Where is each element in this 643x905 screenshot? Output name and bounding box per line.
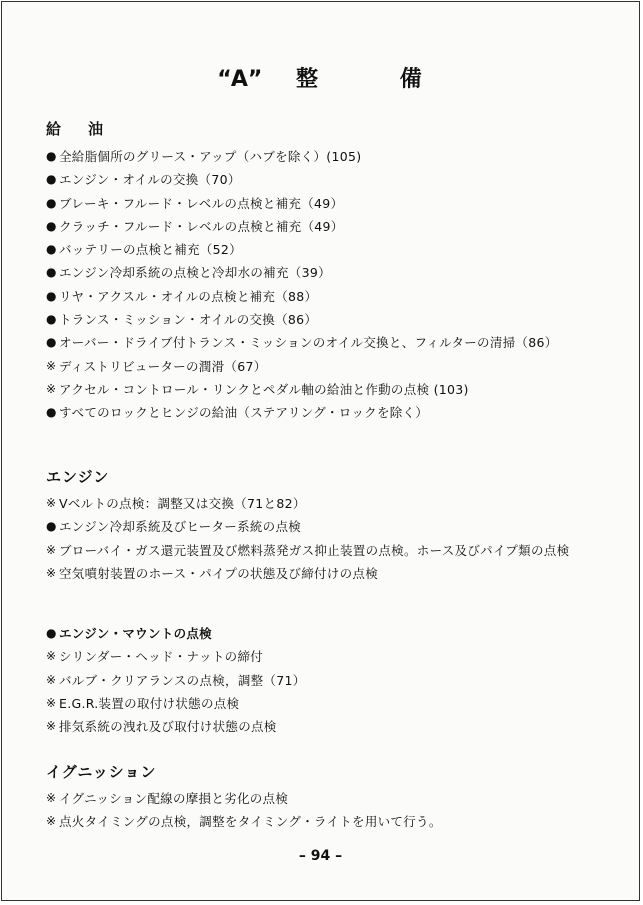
bullet: ● <box>46 335 57 350</box>
page-title <box>2 62 639 93</box>
item-text: 空気噴射装置のホース・パイプの状態及び締付けの点検 <box>59 565 379 581</box>
bullet: ※ <box>46 791 57 805</box>
list-item <box>46 168 606 191</box>
bullet: ● <box>46 626 57 640</box>
item-text: リヤ・アクスル・オイルの点検と補充（88） <box>59 288 318 304</box>
bullet: ● <box>46 242 57 257</box>
item-text: E.G.R.装置の取付け状態の点検 <box>59 695 240 711</box>
section-heading: エンジン <box>46 468 110 486</box>
list-item <box>46 192 606 215</box>
list-item <box>46 261 606 284</box>
item-text: オーバー・ドライブ付トランス・ミッションのオイル交換と、フィルターの清掃（86） <box>59 335 558 351</box>
bullet: ● <box>46 519 57 534</box>
item-text: ディストリビューターの潤滑（67） <box>59 358 267 374</box>
page-number: – 94 – <box>298 848 343 864</box>
bullet: ● <box>46 172 57 187</box>
title-part-bi: 備 <box>399 67 424 92</box>
section-ignition <box>46 759 606 834</box>
document-page <box>1 1 640 901</box>
list-item <box>46 669 606 692</box>
bullet: ● <box>46 195 57 210</box>
bullet: ● <box>46 288 57 303</box>
list-item <box>46 331 606 354</box>
item-text: バルブ・クリアランスの点検，調整（71） <box>59 672 306 688</box>
bullet: ※ <box>46 672 57 687</box>
list-item <box>46 515 606 538</box>
list-item <box>46 692 606 715</box>
bullet: ※ <box>46 719 57 734</box>
item-text: Vベルトの点検：調整又は交換（71と82） <box>59 496 306 511</box>
item-text: バッテリーの点検と補充（52） <box>59 242 242 258</box>
bullet: ● <box>46 218 57 233</box>
list-item <box>46 810 606 833</box>
bullet: ● <box>46 405 57 420</box>
bullet: ※ <box>46 496 57 510</box>
list-item <box>46 645 606 668</box>
item-text: イグニッション配線の摩損と劣化の点検 <box>59 791 289 806</box>
item-text: クラッチ・フルード・レベルの点検と補充（49） <box>59 218 344 234</box>
list-item <box>46 308 606 331</box>
list-item <box>46 562 606 585</box>
item-text: ブローバイ・ガス還元装置及び燃料蒸発ガス抑止装置の点検。ホース及びパイプ類の点検 <box>59 542 570 558</box>
list-item <box>46 539 606 562</box>
list-item <box>46 378 606 401</box>
list-item <box>46 401 606 424</box>
section-lubrication <box>46 116 606 425</box>
bullet: ※ <box>46 695 57 710</box>
title-part-sei: 整 <box>296 67 321 92</box>
item-text: エンジン冷却系統及びヒーター系統の点検 <box>59 519 302 535</box>
section-engine-mount <box>46 622 606 738</box>
item-text: トランス・ミッション・オイルの交換（86） <box>59 312 318 328</box>
list-item-heading <box>46 622 606 645</box>
item-text: ブレーキ・フルード・レベルの点検と補充（49） <box>59 195 344 211</box>
section-engine <box>46 464 606 585</box>
list-item <box>46 492 606 515</box>
bullet: ※ <box>46 358 57 373</box>
list-item <box>46 215 606 238</box>
item-text: 点火タイミングの点検，調整をタイミング・ライトを用いて行う。 <box>59 814 442 830</box>
list-item <box>46 285 606 308</box>
item-text: すべてのロックとヒンジの給油（ステアリング・ロックを除く） <box>59 405 429 421</box>
list-item <box>46 145 606 168</box>
item-text: 全給脂個所のグリース・アップ（ハブを除く）(105) <box>59 149 362 164</box>
bullet: ● <box>46 265 57 280</box>
bullet: ※ <box>46 814 57 829</box>
section-heading: イグニッション <box>46 763 157 781</box>
item-text: 排気系統の洩れ及び取付け状態の点検 <box>59 719 277 735</box>
bullet: ※ <box>46 381 57 396</box>
bullet: ● <box>46 312 57 327</box>
item-text: エンジン・マウントの点検 <box>59 626 212 641</box>
bullet: ※ <box>46 565 57 580</box>
item-text: シリンダー・ヘッド・ナットの締付 <box>59 649 264 665</box>
list-item <box>46 238 606 261</box>
item-text: エンジン・オイルの交換（70） <box>59 172 241 188</box>
list-item <box>46 355 606 378</box>
bullet: ● <box>46 149 57 163</box>
item-text: エンジン冷却系統の点検と冷却水の補充（39） <box>59 265 331 281</box>
list-item <box>46 787 606 810</box>
bullet: ※ <box>46 542 57 557</box>
item-text: アクセル・コントロール・リンクとペダル軸の給油と作動の点検 (103) <box>59 381 469 397</box>
list-item <box>46 715 606 738</box>
bullet: ※ <box>46 649 57 664</box>
title-part-a: “A” <box>217 67 265 92</box>
section-heading: 給 油 <box>46 120 110 138</box>
